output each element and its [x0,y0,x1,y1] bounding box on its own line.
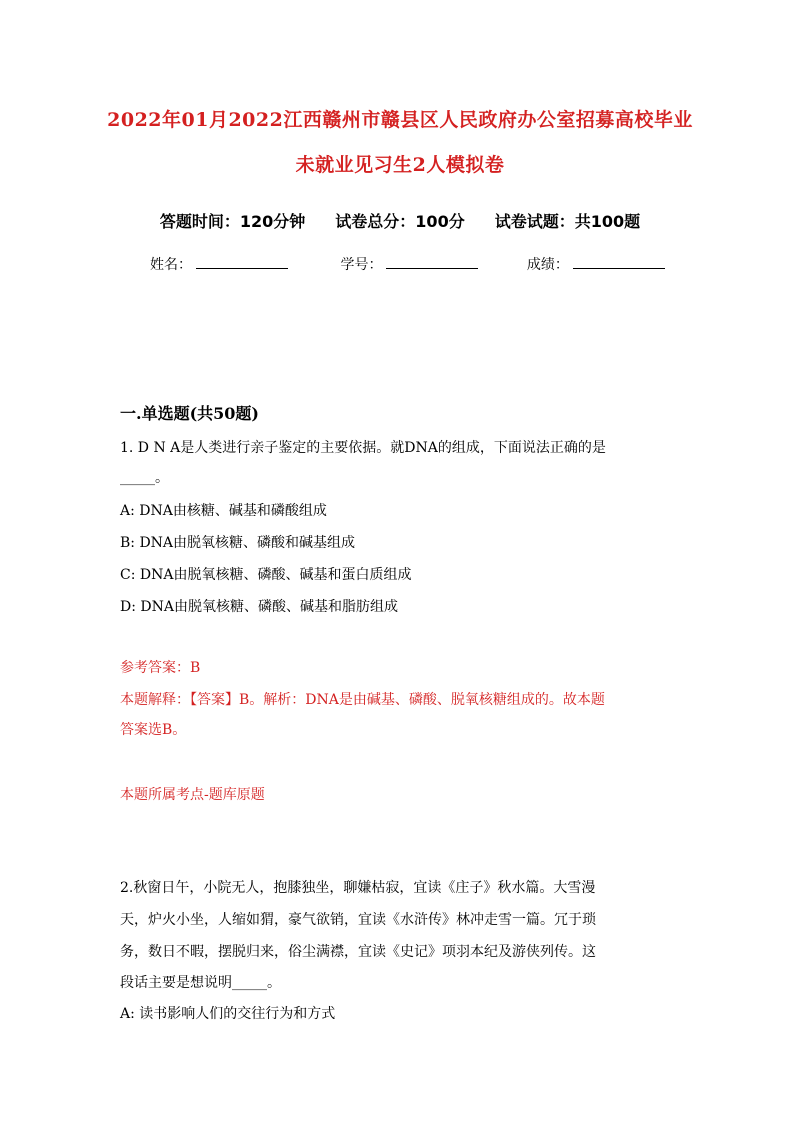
name-blank [196,256,288,269]
section-heading: 一.单选题(共50题) [120,404,259,423]
name-label: 姓名： [150,257,192,273]
q2-stem-line4: 段话主要是想说明_____。 [120,975,281,991]
q1-option-b: B: DNA由脱氧核糖、磷酸和碱基组成 [120,535,356,551]
exam-title-line2: 未就业见习生2人模拟卷 [295,154,505,176]
q1-source: 本题所属考点-题库原题 [120,787,265,803]
score-field [527,254,665,274]
q2-option-a: A: 读书影响人们的交往行为和方式 [120,1006,336,1022]
student-info [150,254,710,274]
q2-stem-line1: 2.秋窗日午，小院无人，抱膝独坐，聊嫌枯寂，宜读《庄子》秋水篇。大雪漫 [120,880,596,896]
q1-explanation-line2: 答案选B。 [120,722,187,738]
q2-stem-line2: 天，炉火小坐，人缩如猬，豪气欲销，宜读《水浒传》林冲走雪一篇。冗于琐 [120,912,596,928]
score-label: 成绩： [526,257,569,273]
exam-time: 答题时间：120分钟 [159,212,306,231]
exam-title-line1: 2022年01月2022江西赣州市赣县区人民政府办公室招募高校毕业 [107,109,693,131]
q1-option-a: A: DNA由核糖、碱基和磷酸组成 [120,503,327,519]
q1-stem-line2: _____。 [120,470,169,486]
q2-stem-line3: 务，数日不暇，摆脱归来，俗尘满襟，宜读《史记》项羽本纪及游侠列传。这 [120,944,596,960]
q1-answer: 参考答案：B [120,660,201,676]
student-id-field [340,254,478,274]
exam-meta [0,209,800,232]
score-blank [573,256,665,269]
q1-option-c: C: DNA由脱氧核糖、磷酸、碱基和蛋白质组成 [120,567,412,583]
q1-stem-line1: 1. D N A是人类进行亲子鉴定的主要依据。就DNA的组成，下面说法正确的是 [120,440,606,456]
q1-option-d: D: DNA由脱氧核糖、磷酸、碱基和脂肪组成 [120,599,398,615]
exam-total-score: 试卷总分：100分 [335,212,465,231]
student-id-label: 学号： [340,257,383,273]
q1-explanation-line1: 本题解释：【答案】B。解析：DNA是由碱基、磷酸、脱氧核糖组成的。故本题 [120,692,605,708]
name-field [150,254,288,274]
student-id-blank [386,256,478,269]
exam-question-count: 试卷试题：共100题 [494,212,641,231]
